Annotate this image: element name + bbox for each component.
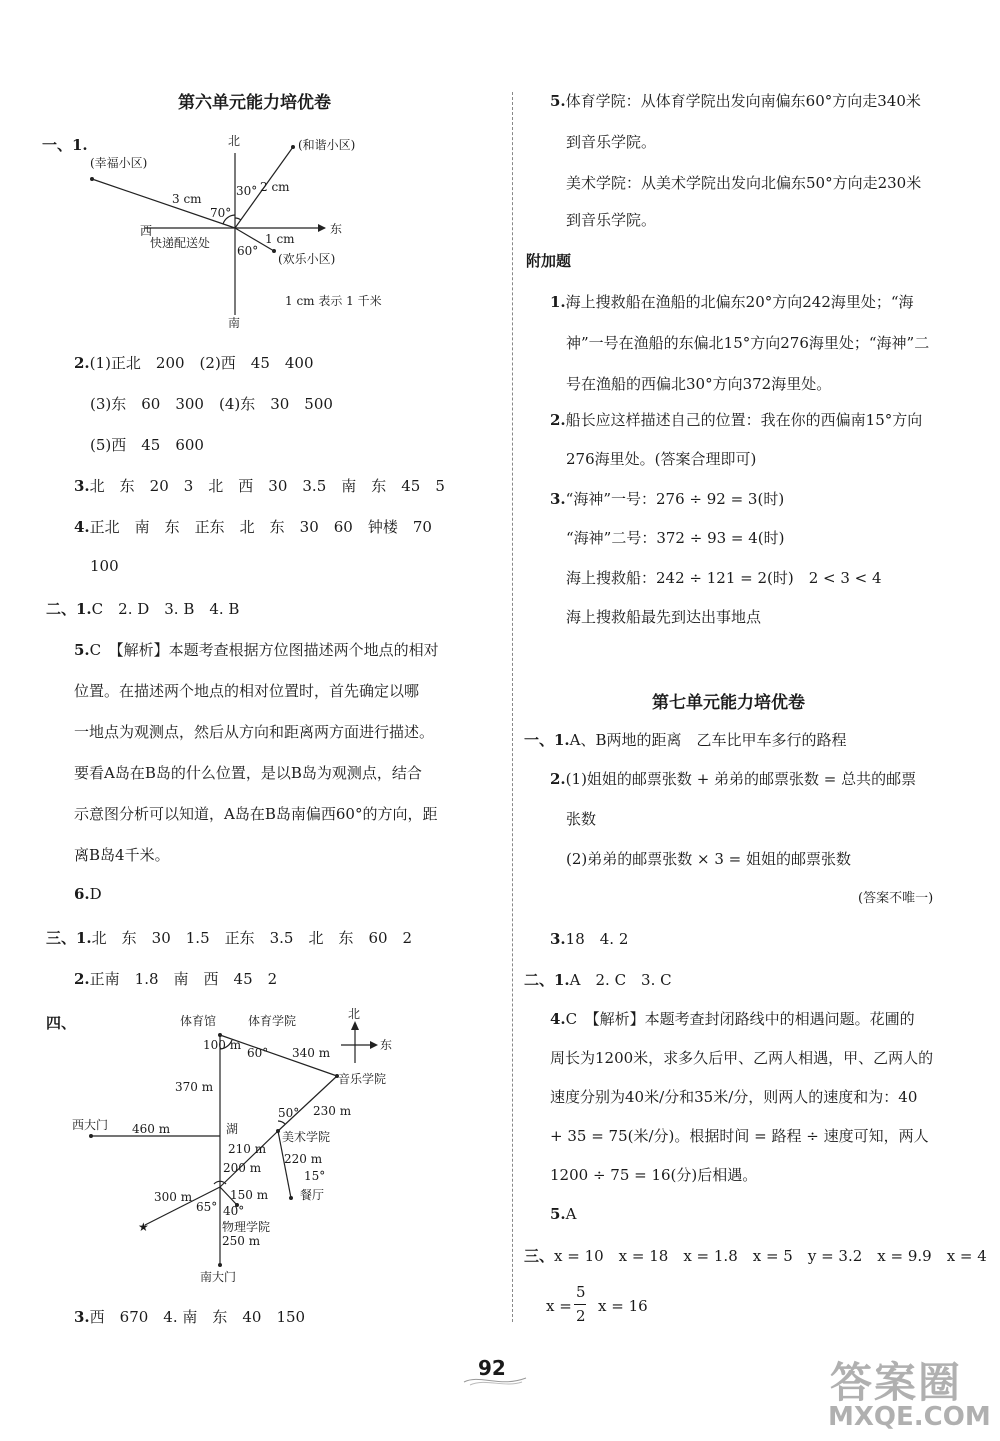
compass-east: 东 [380, 1038, 393, 1052]
answer-note: (答案不唯一) [858, 891, 934, 906]
answer-line: 3.西 670 4. 南 东 40 150 [74, 1308, 306, 1326]
dist-huanle: 1 cm [265, 232, 295, 246]
label-tiyuxueyuan: 体育学院 [248, 1014, 297, 1028]
answer-line: 5.A [550, 1205, 577, 1223]
answer-line: 4.C 【解析】本题考查封闭路线中的相遇问题。花圃的 [550, 1010, 915, 1028]
answer-line: 一、1.A、B两地的距离 乙车比甲车多行的路程 [524, 731, 847, 749]
answer-line: 2.(1)正北 200 (2)西 45 400 [74, 354, 314, 372]
dist-300: 300 m [154, 1190, 193, 1204]
answer-line: 神”一号在渔船的东偏北15°方向276海里处；“海神”二 [566, 334, 930, 352]
frac-numerator: 5 [576, 1283, 586, 1301]
answer-line: 到音乐学院。 [566, 211, 657, 229]
angle-60: 60° [237, 244, 259, 258]
section-title-unit6: 第六单元能力培优卷 [178, 93, 331, 113]
label-meishu: 美术学院 [282, 1130, 331, 1144]
answer-line: 100 [90, 557, 119, 575]
answer-line: + 35 = 75(米/分)。根据时间 = 路程 ÷ 速度可知，两人 [550, 1127, 929, 1145]
angle-60: 60° [247, 1046, 269, 1060]
answer-line: 5.体育学院：从体育学院出发向南偏东60°方向走340米 [550, 92, 921, 110]
answer-line: 美术学院：从美术学院出发向北偏东50°方向走230米 [566, 174, 922, 192]
campus-map-diagram [60, 1005, 470, 1290]
answer-line: “海神”二号：372 ÷ 93 = 4(时) [566, 529, 785, 547]
dist-210: 210 m [228, 1142, 267, 1156]
answer-line: 张数 [566, 810, 597, 828]
west-label: 西 [140, 224, 153, 238]
star-icon: ★ [138, 1220, 149, 1234]
page-ornament [460, 1372, 530, 1388]
dist-220: 220 m [284, 1152, 323, 1166]
dist-200: 200 m [223, 1161, 262, 1175]
label-ximen: 西大门 [72, 1118, 109, 1132]
answer-line: 一地点为观测点，然后从方向和距离两方面进行描述。 [74, 723, 435, 741]
answer-line: 二、1.C 2. D 3. B 4. B [46, 600, 240, 618]
east-label: 东 [330, 222, 343, 236]
angle-65: 65° [196, 1200, 218, 1214]
hexie-label: (和谐小区) [298, 138, 356, 152]
extra-questions-title: 附加题 [526, 252, 572, 270]
dist-340: 340 m [292, 1046, 331, 1060]
answer-line: 示意图分析可以知道，A岛在B岛南偏西60°的方向，距 [74, 805, 438, 823]
answer-line: 到音乐学院。 [566, 133, 657, 151]
dist-150: 150 m [230, 1188, 269, 1202]
angle-30: 30° [236, 184, 258, 198]
dist-370: 370 m [175, 1080, 214, 1094]
xingfu-label: (幸福小区) [90, 156, 148, 170]
watermark-url: MXQE.COM [828, 1402, 991, 1432]
dist-100: 100 m [203, 1038, 242, 1052]
page-number: 92 [478, 1356, 506, 1380]
answer-line: 海上搜救船：242 ÷ 121 = 2(时) 2 < 3 < 4 [566, 569, 882, 587]
angle-70: 70° [210, 206, 232, 220]
south-label: 南 [228, 316, 241, 330]
answer-line: 2.船长应这样描述自己的位置：我在你的西偏南15°方向 [550, 411, 923, 429]
frac-post: x = 16 [598, 1297, 648, 1315]
direction-diagram-1 [60, 125, 460, 335]
angle-40: 40° [223, 1204, 245, 1218]
frac-denominator: 2 [576, 1307, 586, 1325]
huanle-label: (欢乐小区) [278, 252, 336, 266]
dist-250: 250 m [222, 1234, 261, 1248]
compass-north: 北 [348, 1007, 361, 1021]
answer-line: (5)西 45 600 [90, 436, 204, 454]
label-tiyuguan: 体育馆 [180, 1014, 217, 1028]
answer-line: 276海里处。(答案合理即可) [566, 450, 757, 468]
answer-line: 周长为1200米，求多久后甲、乙两人相遇，甲、乙两人的 [550, 1049, 934, 1067]
answer-line: 6.D [74, 885, 102, 903]
answer-line: 位置。在描述两个地点的相对位置时，首先确定以哪 [74, 682, 420, 700]
frac-pre: x = [546, 1297, 572, 1315]
label-hu: 湖 [226, 1122, 239, 1136]
answer-line: 3.18 4. 2 [550, 930, 629, 948]
answer-line: 速度分别为40米/分和35米/分，则两人的速度和为：40 [550, 1088, 918, 1106]
label-nanmen: 南大门 [200, 1270, 237, 1284]
answer-line: 5.C 【解析】本题考查根据方位图描述两个地点的相对 [74, 641, 439, 659]
label-yinyue: 音乐学院 [338, 1072, 387, 1086]
angle-15: 15° [304, 1169, 326, 1183]
answer-line: 海上搜救船最先到达出事地点 [566, 608, 762, 626]
answer-line: 要看A岛在B岛的什么位置，是以B岛为观测点，结合 [74, 764, 422, 782]
center-label: 快递配送处 [150, 236, 211, 250]
dist-230: 230 m [313, 1104, 352, 1118]
answer-line: (2)弟弟的邮票张数 × 3 = 姐姐的邮票张数 [566, 850, 852, 868]
answer-line: 三、1.北 东 30 1.5 正东 3.5 北 东 60 2 [46, 929, 413, 947]
answer-line: 2.正南 1.8 南 西 45 2 [74, 970, 278, 988]
answer-line: (3)东 60 300 (4)东 30 500 [90, 395, 333, 413]
angle-50: 50° [278, 1106, 300, 1120]
answer-line: 3.“海神”一号：276 ÷ 92 = 3(时) [550, 490, 785, 508]
column-divider [512, 92, 513, 1322]
dist-460: 460 m [132, 1122, 171, 1136]
label-wuli: 物理学院 [222, 1220, 271, 1234]
dist-xingfu: 3 cm [172, 192, 202, 206]
watermark-logo: 答案圈 [830, 1358, 963, 1407]
north-label: 北 [228, 134, 241, 148]
dist-hexie: 2 cm [260, 180, 290, 194]
scale-label: 1 cm 表示 1 千米 [285, 294, 382, 308]
answer-line: 3.北 东 20 3 北 西 30 3.5 南 东 45 5 [74, 477, 445, 495]
answer-line: 号在渔船的西偏北30°方向372海里处。 [566, 375, 832, 393]
label-canting: 餐厅 [300, 1188, 325, 1202]
section-title-unit7: 第七单元能力培优卷 [652, 693, 805, 713]
answer-line: 1200 ÷ 75 = 16(分)后相遇。 [550, 1166, 758, 1184]
answer-line: 2.(1)姐姐的邮票张数 + 弟弟的邮票张数 = 总共的邮票 [550, 770, 917, 788]
answer-line: 三、x = 10 x = 18 x = 1.8 x = 5 y = 3.2 x = 9.9 x = 4 [524, 1247, 987, 1265]
answer-line: 4.正北 南 东 正东 北 东 30 60 钟楼 70 [74, 518, 432, 536]
question-label-4: 四、 [46, 1014, 77, 1032]
question-label-1-1: 一、1. [42, 136, 88, 154]
answer-line: 离B岛4千米。 [74, 846, 170, 864]
answer-line: 1.海上搜救船在渔船的北偏东20°方向242海里处；“海 [550, 293, 914, 311]
answer-line: 二、1.A 2. C 3. C [524, 971, 672, 989]
frac-bar [574, 1304, 586, 1305]
